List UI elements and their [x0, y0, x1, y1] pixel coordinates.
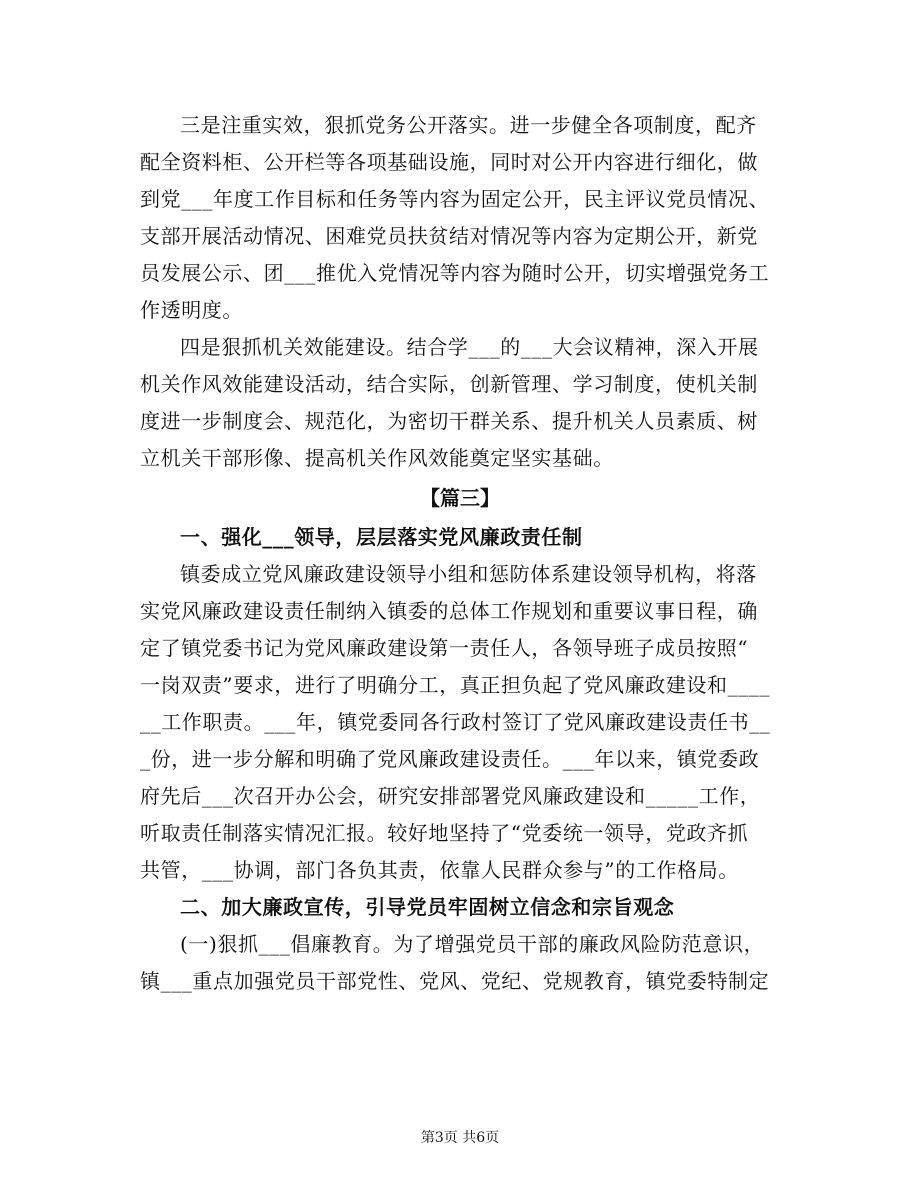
heading-two: 二、加大廉政宣传，引导党员牢固树立信念和宗旨观念 — [180, 895, 675, 919]
paragraph-line: 实党风廉政建设责任制纳入镇委的总体工作规划和重要议事日程，确 — [140, 599, 758, 623]
page-number: 第3页 共6页 — [420, 1130, 500, 1146]
paragraph-line: 镇___重点加强党员干部党性、党风、党纪、党规教育，镇党委特制定 — [140, 969, 770, 993]
paragraph-line: (一)狠抓___倡廉教育。为了增强党员干部的廉政风险防范意识， — [180, 932, 765, 956]
paragraph-line: __工作职责。___年，镇党委同各行政村签订了党风廉政建设责任书__ — [140, 710, 771, 734]
paragraph-line: 府先后___次召开办公会，研究安排部署党风廉政建设和_____工作， — [140, 784, 761, 808]
paragraph-line: 立机关干部形像、提高机关作风效能奠定坚实基础。 — [140, 446, 614, 470]
paragraph-line: 镇委成立党风廉政建设领导小组和惩防体系建设领导机构，将落 — [180, 562, 757, 586]
paragraph-line: 共管，___协调，部门各负其责，依靠人民群众参与”的工作格局。 — [140, 858, 739, 882]
paragraph-line: 员发展公示、团___推优入党情况等内容为随时公开，切实增强党务工 — [140, 261, 770, 285]
paragraph-line: 机关作风效能建设活动，结合实际，创新管理、学习制度，使机关制 — [140, 372, 758, 396]
paragraph-line: 听取责任制落实情况汇报。较好地坚持了“党委统一领导，党政齐抓 — [140, 821, 749, 845]
heading-one: 一、强化___领导，层层落实党风廉政责任制 — [180, 525, 583, 549]
document-body — [140, 107, 780, 1000]
paragraph-line: 作透明度。 — [140, 298, 243, 322]
paragraph-line: 配全资料柜、公开栏等各项基础设施，同时对公开内容进行细化，做 — [140, 150, 758, 174]
section-title: 【篇三】 — [420, 486, 500, 510]
paragraph-line: 三是注重实效，狠抓党务公开落实。进一步健全各项制度，配齐 — [180, 113, 757, 137]
paragraph-line: 定了镇党委书记为党风廉政建设第一责任人，各领导班子成员按照“ — [140, 636, 749, 660]
paragraph-line: 到党___年度工作目标和任务等内容为固定公开，民主评议党员情况、 — [140, 187, 770, 211]
paragraph-line: 支部开展活动情况、困难党员扶贫结对情况等内容为定期公开，新党 — [140, 224, 758, 248]
paragraph-line: 四是狠抓机关效能建设。结合学___的___大会议精神，深入开展 — [180, 335, 759, 359]
paragraph-line: 一岗双责”要求，进行了明确分工，真正担负起了党风廉政建设和____ — [140, 673, 771, 697]
paragraph-line: _份，进一步分解和明确了党风廉政建设责任。___年以来，镇党委政 — [140, 747, 760, 771]
paragraph-line: 度进一步制度会、规范化，为密切干群关系、提升机关人员素质、树 — [140, 409, 758, 433]
